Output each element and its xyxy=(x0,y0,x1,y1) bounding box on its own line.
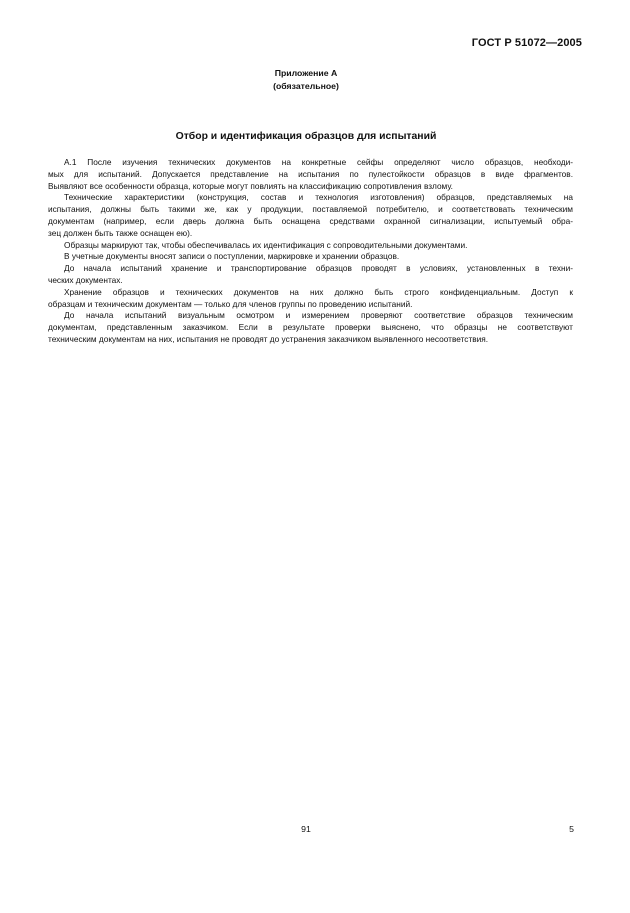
text-line: До начала испытаний визуальным осмотром и измерением проверяют соответствие образцов техническим xyxy=(64,310,573,321)
paragraph xyxy=(48,251,573,263)
text-line: испытания, должны быть такими же, как у продукции, поставляемой потребителю, и соответствовать техническим xyxy=(48,204,573,215)
section-title: Отбор и идентификация образцов для испытаний xyxy=(175,131,437,142)
text-line: техническим документам на них, испытания не проводят до устранения заказчиком выявленного несоответствия. xyxy=(48,333,489,344)
text-line: документам, представленным заказчиком. Если в результате проверки выяснено, что образцы не соответствуют xyxy=(48,322,573,333)
page-number-right: 5 xyxy=(569,824,574,834)
body-text xyxy=(48,157,573,346)
text-line: зец должен быть также оснащен ею). xyxy=(48,227,193,238)
paragraph xyxy=(48,157,573,192)
text-line: Образцы маркируют так, чтобы обеспечивалась их идентификация с сопроводительными документами. xyxy=(64,239,468,250)
text-line: Выявляют все особенности образца, которые могут повлиять на классификацию сопротивления взлому. xyxy=(48,180,453,191)
annex-status: (обязательное) xyxy=(273,81,339,91)
paragraph xyxy=(48,240,573,252)
text-line: ческих документах. xyxy=(48,274,123,285)
text-line: мых для испытаний. Допускается представление на испытания по пулестойкости образцов в виде фрагментов. xyxy=(48,168,573,179)
text-line: Хранение образцов и технических документов на них должно быть строго конфиденциальным. Доступ к xyxy=(64,286,573,297)
text-line: образцам и техническим документам — только для членов группы по проведению испытаний. xyxy=(48,298,413,309)
text-line: В учетные документы вносят записи о поступлении, маркировке и хранении образцов. xyxy=(64,251,400,262)
page-number-center: 91 xyxy=(301,824,311,834)
paragraph xyxy=(48,192,573,239)
annex-title: Приложение А xyxy=(274,68,338,78)
paragraph xyxy=(48,287,573,311)
text-line: документам (например, если дверь должна быть оснащена средствами охранной сигнализации, испытуемый обра- xyxy=(48,215,573,226)
standard-number: ГОСТ Р 51072—2005 xyxy=(471,37,582,49)
text-line: Технические характеристики (конструкция, состав и технология изготовления) образцов, представляемых на xyxy=(64,192,573,203)
paragraph xyxy=(48,263,573,287)
text-line: До начала испытаний хранение и транспортирование образцов проводят в условиях, установленных в техни- xyxy=(64,263,573,274)
paragraph xyxy=(48,310,573,345)
text-line: А.1 После изучения технических документов на конкретные сейфы определяют число образцов, необходи- xyxy=(64,157,573,167)
